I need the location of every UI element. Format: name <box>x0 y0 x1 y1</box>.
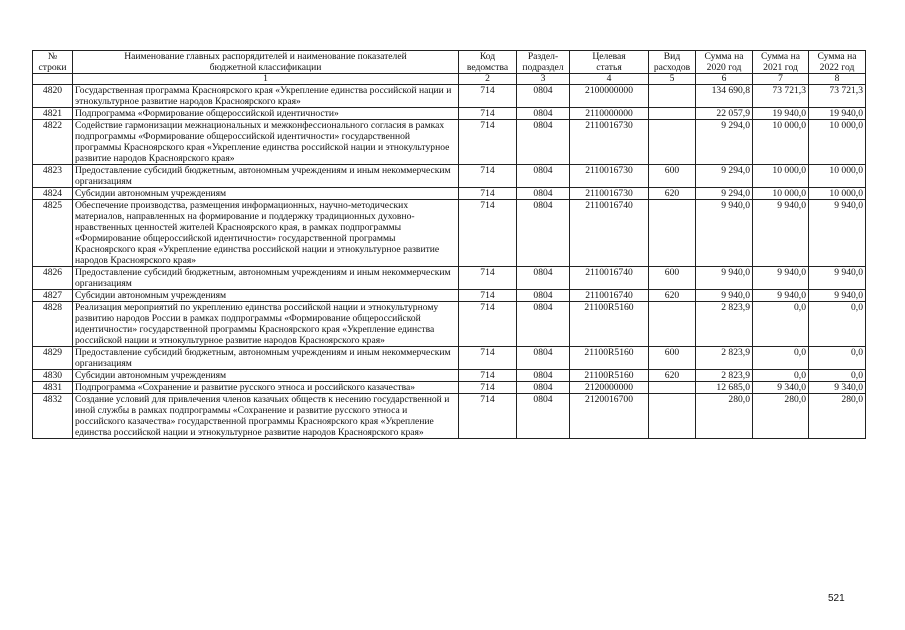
expense-type-cell: 600 <box>649 267 696 290</box>
sum-2021-cell: 10 000,0 <box>753 165 809 188</box>
column-number: 4 <box>570 74 649 85</box>
section-cell: 0804 <box>517 108 570 120</box>
section-cell: 0804 <box>517 85 570 108</box>
budget-table <box>32 50 866 439</box>
indicator-name-cell: Субсидии автономным учреждениям <box>73 370 459 382</box>
table-row <box>33 120 866 165</box>
sum-2020-cell: 9 940,0 <box>696 267 753 290</box>
sum-2022-cell: 280,0 <box>809 394 866 439</box>
header-row <box>33 51 866 74</box>
header-target-article: Целевая статья <box>570 51 649 74</box>
indicator-name-cell: Реализация мероприятий по укреплению единства российской нации и этнокультурному развитию народов России в рамках подпрограммы «Формирование общероссийской идентичности» государственной программы Красноярского края «Укрепление единства российской нации и этнокультурное развитие народов Красноярского края» <box>73 302 459 347</box>
section-cell: 0804 <box>517 394 570 439</box>
section-cell: 0804 <box>517 302 570 347</box>
table-row <box>33 290 866 302</box>
dept-code-cell: 714 <box>459 267 517 290</box>
section-cell: 0804 <box>517 370 570 382</box>
sum-2022-cell: 0,0 <box>809 347 866 370</box>
table-row <box>33 85 866 108</box>
section-cell: 0804 <box>517 188 570 200</box>
dept-code-cell: 714 <box>459 370 517 382</box>
expense-type-cell <box>649 108 696 120</box>
sum-2021-cell: 9 940,0 <box>753 290 809 302</box>
sum-2022-cell: 9 940,0 <box>809 267 866 290</box>
sum-2020-cell: 2 823,9 <box>696 370 753 382</box>
column-number: 8 <box>809 74 866 85</box>
row-number-cell: 4822 <box>33 120 73 165</box>
sum-2020-cell: 9 940,0 <box>696 290 753 302</box>
row-number-cell: 4831 <box>33 382 73 394</box>
row-number-cell: 4827 <box>33 290 73 302</box>
header-dept-code: Код ведомства <box>459 51 517 74</box>
row-number-cell: 4821 <box>33 108 73 120</box>
target-article-cell: 2110016740 <box>570 290 649 302</box>
sum-2022-cell: 10 000,0 <box>809 120 866 165</box>
sum-2022-cell: 0,0 <box>809 302 866 347</box>
expense-type-cell: 620 <box>649 290 696 302</box>
row-number-cell: 4825 <box>33 200 73 267</box>
column-number: 3 <box>517 74 570 85</box>
sum-2021-cell: 0,0 <box>753 302 809 347</box>
row-number-cell: 4829 <box>33 347 73 370</box>
row-number-cell: 4820 <box>33 85 73 108</box>
dept-code-cell: 714 <box>459 120 517 165</box>
column-number: 5 <box>649 74 696 85</box>
column-number-row <box>33 74 866 85</box>
sum-2021-cell: 0,0 <box>753 347 809 370</box>
table-row <box>33 347 866 370</box>
sum-2022-cell: 9 940,0 <box>809 200 866 267</box>
dept-code-cell: 714 <box>459 302 517 347</box>
table-row <box>33 302 866 347</box>
dept-code-cell: 714 <box>459 290 517 302</box>
expense-type-cell <box>649 85 696 108</box>
indicator-name-cell: Подпрограмма «Сохранение и развитие русского этноса и российского казачества» <box>73 382 459 394</box>
sum-2020-cell: 12 685,0 <box>696 382 753 394</box>
sum-2020-cell: 2 823,9 <box>696 302 753 347</box>
table-row <box>33 394 866 439</box>
header-sum-2020: Сумма на 2020 год <box>696 51 753 74</box>
expense-type-cell <box>649 394 696 439</box>
dept-code-cell: 714 <box>459 188 517 200</box>
dept-code-cell: 714 <box>459 200 517 267</box>
header-name: Наименование главных распорядителей и наименование показателей бюджетной классификации <box>73 51 459 74</box>
indicator-name-cell: Предоставление субсидий бюджетным, автономным учреждениям и иным некоммерческим организациям <box>73 267 459 290</box>
indicator-name-cell: Субсидии автономным учреждениям <box>73 188 459 200</box>
column-number: 2 <box>459 74 517 85</box>
section-cell: 0804 <box>517 165 570 188</box>
table-row <box>33 370 866 382</box>
section-cell: 0804 <box>517 200 570 267</box>
sum-2020-cell: 22 057,9 <box>696 108 753 120</box>
indicator-name-cell: Субсидии автономным учреждениям <box>73 290 459 302</box>
column-number: 7 <box>753 74 809 85</box>
section-cell: 0804 <box>517 267 570 290</box>
column-number: 6 <box>696 74 753 85</box>
table-row <box>33 267 866 290</box>
target-article-cell: 2110016740 <box>570 267 649 290</box>
dept-code-cell: 714 <box>459 382 517 394</box>
table-row <box>33 188 866 200</box>
sum-2020-cell: 134 690,8 <box>696 85 753 108</box>
target-article-cell: 2110000000 <box>570 108 649 120</box>
sum-2021-cell: 280,0 <box>753 394 809 439</box>
expense-type-cell: 620 <box>649 370 696 382</box>
table-row <box>33 165 866 188</box>
row-number-cell: 4826 <box>33 267 73 290</box>
target-article-cell: 2120016700 <box>570 394 649 439</box>
header-row-number: № строки <box>33 51 73 74</box>
expense-type-cell <box>649 120 696 165</box>
section-cell: 0804 <box>517 290 570 302</box>
target-article-cell: 21100R5160 <box>570 347 649 370</box>
row-number-cell: 4824 <box>33 188 73 200</box>
sum-2022-cell: 0,0 <box>809 370 866 382</box>
sum-2022-cell: 10 000,0 <box>809 188 866 200</box>
table-row <box>33 108 866 120</box>
sum-2021-cell: 0,0 <box>753 370 809 382</box>
section-cell: 0804 <box>517 120 570 165</box>
indicator-name-cell: Предоставление субсидий бюджетным, автономным учреждениям и иным некоммерческим организациям <box>73 347 459 370</box>
sum-2021-cell: 73 721,3 <box>753 85 809 108</box>
sum-2020-cell: 9 294,0 <box>696 120 753 165</box>
indicator-name-cell: Подпрограмма «Формирование общероссийской идентичности» <box>73 108 459 120</box>
sum-2020-cell: 2 823,9 <box>696 347 753 370</box>
page-number: 521 <box>828 593 845 604</box>
target-article-cell: 2110016730 <box>570 120 649 165</box>
sum-2021-cell: 9 340,0 <box>753 382 809 394</box>
sum-2022-cell: 9 340,0 <box>809 382 866 394</box>
dept-code-cell: 714 <box>459 108 517 120</box>
indicator-name-cell: Создание условий для привлечения членов казачьих обществ к несению государственной и иной службы в рамках подпрограммы «Сохранение и развитие русского этноса и российского казачества» государственной программы Красноярского края «Укрепление единства российской нации и этнокультурное развитие народов Красноярского края» <box>73 394 459 439</box>
row-number-cell: 4830 <box>33 370 73 382</box>
indicator-name-cell: Обеспечение производства, размещения информационных, научно-методических материалов, направленных на формирование и поддержку традиционных духовно-нравственных ценностей жителей Красноярского края, в рамках подпрограммы «Формирование общероссийской идентичности» государственной программы Красноярского края «Укрепление единства российской нации и этнокультурное развитие народов Красноярского края» <box>73 200 459 267</box>
sum-2020-cell: 280,0 <box>696 394 753 439</box>
dept-code-cell: 714 <box>459 347 517 370</box>
row-number-cell: 4828 <box>33 302 73 347</box>
dept-code-cell: 714 <box>459 165 517 188</box>
expense-type-cell: 600 <box>649 165 696 188</box>
sum-2021-cell: 19 940,0 <box>753 108 809 120</box>
indicator-name-cell: Содействие гармонизации межнациональных и межконфессионального согласия в рамках подпрограммы «Формирование общероссийской идентичности» государственной программы Красноярского края «Укрепление единства российской нации и этнокультурное развитие народов Красноярского края» <box>73 120 459 165</box>
header-expense-type: Вид расходов <box>649 51 696 74</box>
header-sum-2021: Сумма на 2021 год <box>753 51 809 74</box>
dept-code-cell: 714 <box>459 394 517 439</box>
table-row <box>33 382 866 394</box>
sum-2020-cell: 9 294,0 <box>696 165 753 188</box>
target-article-cell: 21100R5160 <box>570 302 649 347</box>
column-number <box>33 74 73 85</box>
sum-2021-cell: 10 000,0 <box>753 188 809 200</box>
expense-type-cell: 600 <box>649 347 696 370</box>
sum-2021-cell: 9 940,0 <box>753 267 809 290</box>
sum-2022-cell: 19 940,0 <box>809 108 866 120</box>
sum-2021-cell: 9 940,0 <box>753 200 809 267</box>
row-number-cell: 4832 <box>33 394 73 439</box>
sum-2022-cell: 73 721,3 <box>809 85 866 108</box>
table-body <box>33 85 866 439</box>
target-article-cell: 21100R5160 <box>570 370 649 382</box>
sum-2020-cell: 9 294,0 <box>696 188 753 200</box>
expense-type-cell: 620 <box>649 188 696 200</box>
target-article-cell: 2110016730 <box>570 165 649 188</box>
column-number: 1 <box>73 74 459 85</box>
row-number-cell: 4823 <box>33 165 73 188</box>
header-section: Раздел- подраздел <box>517 51 570 74</box>
expense-type-cell <box>649 302 696 347</box>
section-cell: 0804 <box>517 347 570 370</box>
dept-code-cell: 714 <box>459 85 517 108</box>
expense-type-cell <box>649 382 696 394</box>
expense-type-cell <box>649 200 696 267</box>
indicator-name-cell: Предоставление субсидий бюджетным, автономным учреждениям и иным некоммерческим организациям <box>73 165 459 188</box>
target-article-cell: 2110016730 <box>570 188 649 200</box>
section-cell: 0804 <box>517 382 570 394</box>
target-article-cell: 2100000000 <box>570 85 649 108</box>
target-article-cell: 2120000000 <box>570 382 649 394</box>
indicator-name-cell: Государственная программа Красноярского края «Укрепление единства российской нации и этнокультурное развитие народов Красноярского края» <box>73 85 459 108</box>
sum-2020-cell: 9 940,0 <box>696 200 753 267</box>
header-sum-2022: Сумма на 2022 год <box>809 51 866 74</box>
sum-2022-cell: 9 940,0 <box>809 290 866 302</box>
table-row <box>33 200 866 267</box>
target-article-cell: 2110016740 <box>570 200 649 267</box>
sum-2021-cell: 10 000,0 <box>753 120 809 165</box>
sum-2022-cell: 10 000,0 <box>809 165 866 188</box>
